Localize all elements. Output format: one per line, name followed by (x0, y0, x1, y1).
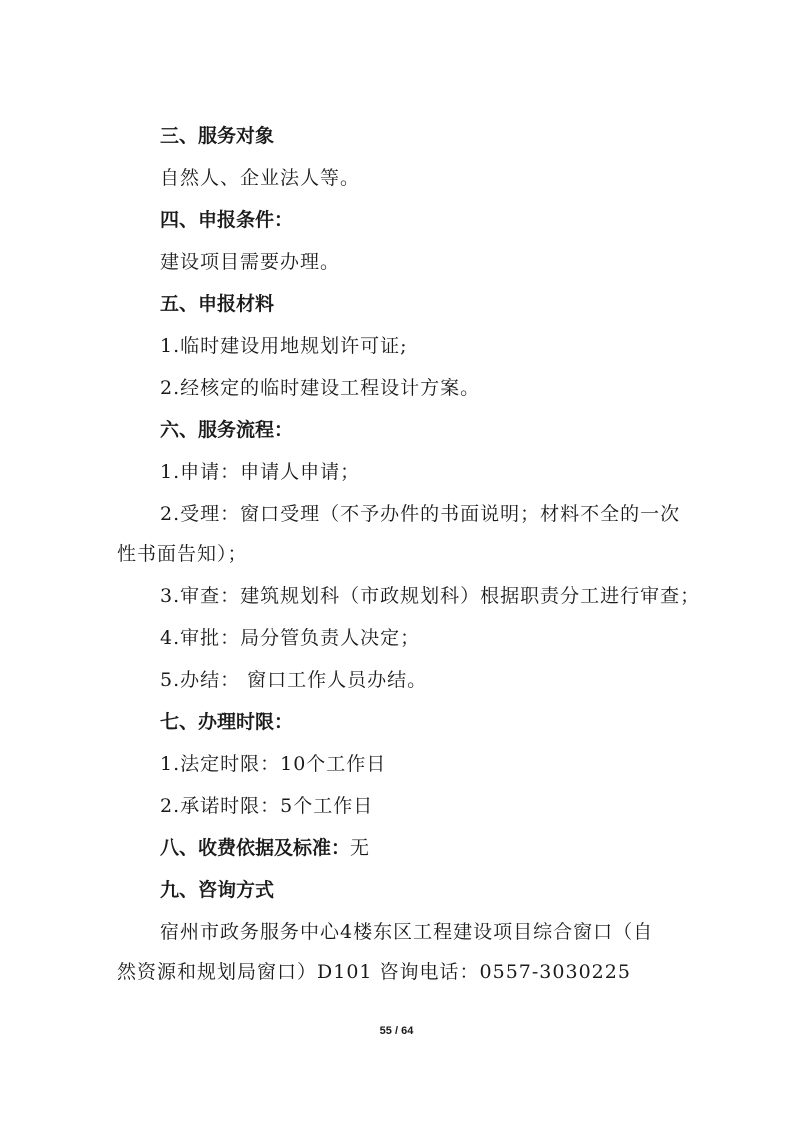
service-target-text: 自然人、企业法人等。 (160, 167, 361, 189)
process-item: 5.办结： 窗口工作人员办结。 (160, 669, 428, 691)
time-limit-item: 1.法定时限：10个工作日 (160, 753, 387, 775)
process-item-continued: 性书面告知）； (117, 543, 248, 565)
section-heading-consult: 九、咨询方式 (160, 879, 275, 901)
process-item: 3.审查：建筑规划科（市政规划科）根据职责分工进行审查； (160, 585, 701, 607)
section-heading-process: 六、服务流程： (160, 419, 294, 441)
materials-item: 2.经核定的临时建设工程设计方案。 (160, 377, 481, 399)
section-heading-time-limit: 七、办理时限： (160, 711, 294, 733)
consult-line: 宿州市政务服务中心4楼东区工程建设项目综合窗口（自 (160, 921, 654, 943)
page-number: 55 / 64 (379, 1025, 414, 1037)
fees-heading-label: 八、收费依据及标准： (160, 837, 351, 859)
section-heading-service-target: 三、服务对象 (160, 125, 275, 147)
section-heading-materials: 五、申报材料 (160, 293, 275, 315)
conditions-text: 建设项目需要办理。 (160, 251, 341, 273)
materials-item: 1.临时建设用地规划许可证; (160, 335, 408, 357)
process-item: 2.受理：窗口受理（不予办件的书面说明；材料不全的一次 (160, 503, 681, 525)
consult-line-continued: 然资源和规划局窗口）D101 咨询电话：0557-3030225 (117, 961, 631, 983)
process-item: 1.申请：申请人申请； (160, 461, 361, 483)
fees-value: 无 (350, 837, 370, 859)
section-heading-fees (160, 836, 369, 860)
section-heading-conditions: 四、申报条件： (160, 209, 294, 231)
process-item: 4.审批：局分管负责人决定； (160, 627, 421, 649)
time-limit-item: 2.承诺时限：5个工作日 (160, 795, 374, 817)
